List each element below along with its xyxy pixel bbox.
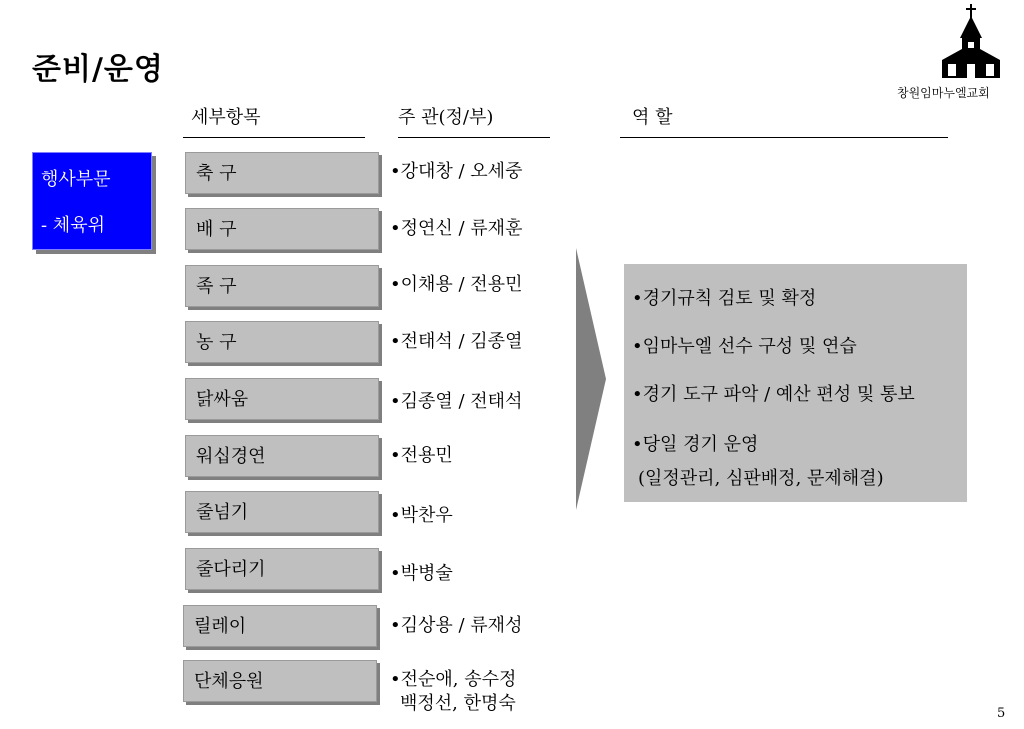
item-box: 족 구 bbox=[185, 265, 379, 307]
person-text: 백정선, 한명숙 bbox=[400, 693, 516, 714]
person-text: •강대창 / 오세중 bbox=[390, 161, 523, 182]
item-box: 줄넘기 bbox=[185, 491, 379, 533]
item-box: 워십경연 bbox=[185, 435, 379, 477]
item-box: 줄다리기 bbox=[185, 548, 379, 590]
item-box: 축 구 bbox=[185, 152, 379, 194]
person-text: •정연신 / 류재훈 bbox=[390, 218, 523, 239]
page-number: 5 bbox=[997, 706, 1006, 721]
person-text: •김상용 / 류재성 bbox=[390, 615, 523, 636]
role-line: •임마누엘 선수 구성 및 연습 bbox=[632, 336, 857, 357]
person-text: •전용민 bbox=[390, 445, 453, 466]
department-line2: - 체육위 bbox=[41, 215, 105, 236]
arrow-right-icon bbox=[576, 248, 606, 510]
person-text: •전태석 / 김종열 bbox=[390, 331, 523, 352]
item-box: 닭싸움 bbox=[185, 378, 379, 420]
person-text: •박병술 bbox=[390, 563, 453, 584]
role-line: •경기 도구 파악 / 예산 편성 및 통보 bbox=[632, 384, 915, 405]
item-box: 농 구 bbox=[185, 321, 379, 363]
role-line: (일정관리, 심판배정, 문제해결) bbox=[638, 468, 884, 489]
department-line1: 행사부문 bbox=[41, 169, 111, 190]
person-text: •박찬우 bbox=[390, 505, 453, 526]
person-text: •김종열 / 전태석 bbox=[390, 391, 523, 412]
person-text: •이채용 / 전용민 bbox=[390, 274, 523, 295]
role-box bbox=[624, 264, 967, 502]
item-box: 단체응원 bbox=[183, 660, 377, 702]
item-box: 배 구 bbox=[185, 208, 379, 250]
header-role: 역 할 bbox=[620, 103, 948, 138]
role-line: •경기규칙 검토 및 확정 bbox=[632, 288, 817, 309]
role-line: •당일 경기 운영 bbox=[632, 434, 759, 455]
header-subitem: 세부항목 bbox=[183, 103, 365, 138]
header-main: 주 관(정/부) bbox=[398, 103, 550, 138]
church-logo-icon bbox=[938, 4, 1004, 80]
item-box: 릴레이 bbox=[183, 605, 377, 647]
logo-caption: 창원임마누엘교회 bbox=[897, 86, 990, 100]
person-text: •전순애, 송수정 bbox=[390, 669, 517, 690]
page-title: 준비/운영 bbox=[32, 52, 164, 87]
department-box bbox=[32, 152, 152, 250]
